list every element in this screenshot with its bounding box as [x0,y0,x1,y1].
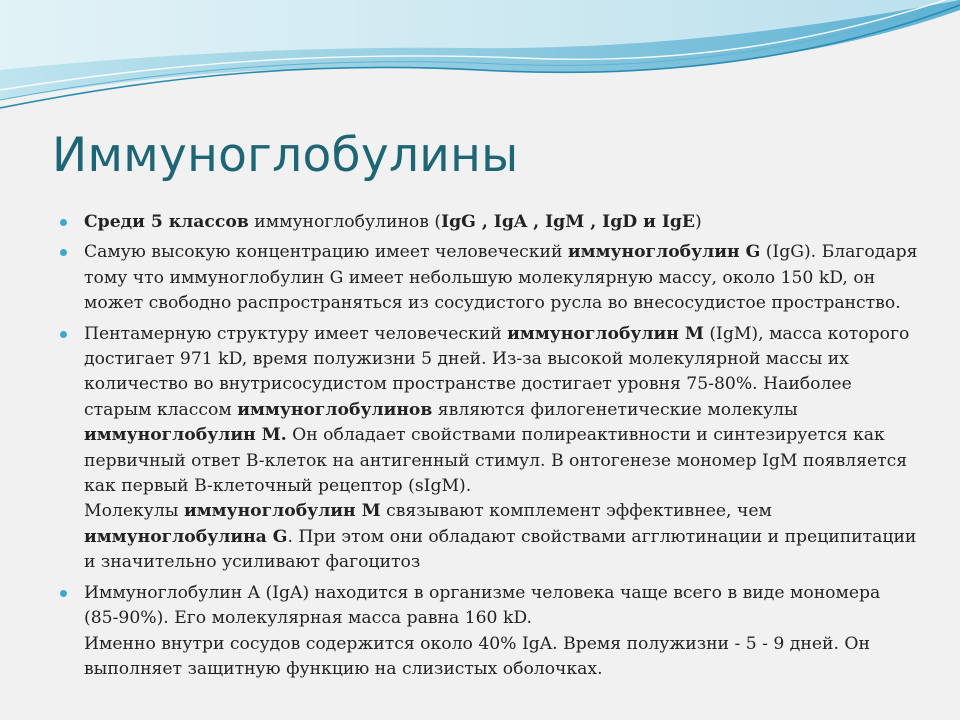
bullet-item-iga [60,581,920,683]
bullet-dot-icon [60,331,67,338]
text: Пентамерную структуру имеет человеческий [84,323,508,344]
text: (IgG). Благодаря тому что иммуноглобулин G имеет небольшую молекулярную массу, около 150 kD, он может свободно распространяться из сосудистого русла во внесосудистое пространство. [84,242,918,314]
bold-text: иммуноглобулин M [183,501,381,522]
text: Молекулы [84,501,184,522]
bold-text: IgG , IgA , IgM , IgD и IgE [441,212,696,232]
bold-text: иммуноглобулинов [237,399,433,420]
bullet-list [60,210,920,687]
bullet-dot-icon [60,590,67,597]
bullet-dot-icon [60,219,67,226]
paragraph: Иммуноглобулин A (IgA) находится в организме человека чаще всего в виде мономера (85-90%). Его молекулярная масса равна 160 kD. [84,582,881,629]
paragraph [84,499,920,575]
bold-text: иммуноглобулин M [507,323,704,344]
bold-text: иммуноглобулин M. [84,425,287,446]
bold-text: иммуноглобулина G [84,526,288,547]
header-wave-decoration [0,0,960,120]
text: . При этом они обладают свойствами агглютинации и преципитации и значительно усиливают фагоцитоз [84,526,917,573]
text: Он обладает свойствами полиреактивности и синтезируется как первичный ответ B-клеток на антигенный стимул. В онтогенезе мономер IgM появляется как первый B-клеточный рецептор (sIgM). [84,425,908,497]
paragraph: Именно внутри сосудов содержится около 40% IgA. Время полужизни - 5 - 9 дней. Он выполняет защитную функцию на слизистых оболочках. [84,633,870,679]
text: Самую высокую концентрацию имеет человеческий [84,242,568,263]
bold-text: иммуноглобулин G [567,242,761,263]
text: ) [695,212,702,232]
paragraph [84,322,920,500]
slide-title: Иммуноглобулины [52,128,519,183]
bullet-dot-icon [60,249,67,256]
text: (IgM), масса которого достигает 971 kD, время полужизни 5 дней. Из-за высокой молекулярной массы их количество во внутрисосудистом пространстве достигает уровня 75-80%. Наиболее старым классом [84,323,910,420]
bullet-item-igm [60,322,920,576]
bold-text: Среди 5 классов [84,212,249,232]
text: связывают комплемент эффективнее, чем [380,501,772,522]
text: являются филогенетические молекулы [432,399,798,420]
text: иммуноглобулинов ( [248,212,442,232]
bullet-item-igg [60,240,920,316]
bullet-item-classes [60,210,920,235]
